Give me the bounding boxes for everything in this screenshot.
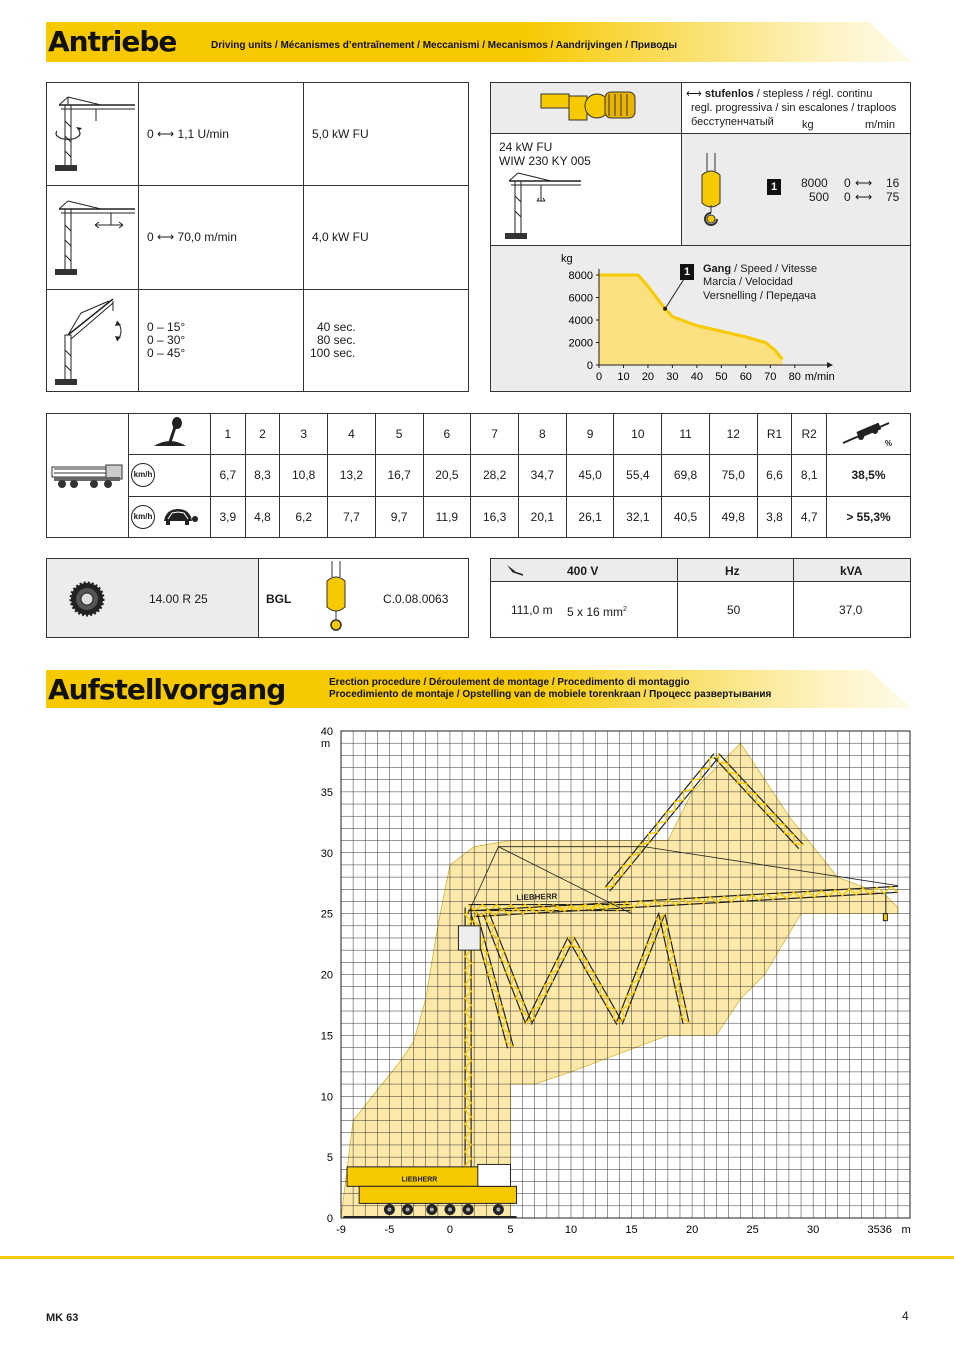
- chart-legend-line1: Gang / Speed / Vitesse: [703, 263, 818, 275]
- gear-header-6: 6: [423, 414, 471, 455]
- hook-block: [883, 914, 887, 921]
- hoist-row1-to: 16: [886, 176, 900, 190]
- y-axis-label: kg: [561, 253, 573, 265]
- hoist-unit-kg: kg: [802, 119, 814, 131]
- gear-header-12: 12: [709, 414, 757, 455]
- gear-header-9: 9: [566, 414, 614, 455]
- y-tick-label: 35: [320, 786, 333, 799]
- y-tick-label: 20: [320, 969, 333, 982]
- hoist-row2-to: 75: [886, 190, 900, 204]
- gear-header-5: 5: [375, 414, 423, 455]
- truck-wheel-hub: [430, 1207, 434, 1211]
- crawl-speed-4: 7,7: [328, 496, 376, 537]
- chart-legend-line3: Versnelling / Передача: [703, 290, 817, 302]
- truck-wheel-hub: [387, 1207, 391, 1211]
- x-tick-label: 40: [690, 371, 704, 383]
- tyre-size: 14.00 R 25: [149, 592, 208, 606]
- section-subtitle-drives: Driving units / Mécanismes d’entraînement / Meccanismi / Mecanismos / Aandrijvingen / Приводы: [211, 40, 678, 51]
- road-speed-9: 45,0: [566, 455, 614, 496]
- hoist-row2-from: 0: [844, 190, 851, 204]
- x-axis-label: m: [901, 1224, 911, 1236]
- gear-header-r2: R2: [792, 414, 827, 455]
- truck-wheel-hub: [466, 1207, 470, 1211]
- hoist-row2-kg: 500: [809, 190, 830, 204]
- road-gradeability: 38,5%: [827, 455, 911, 496]
- x-tick-label: 5: [507, 1224, 514, 1236]
- crawl-speed-2: 4,8: [245, 496, 280, 537]
- crawl-speed-r2: 4,7: [792, 496, 827, 537]
- y-tick-label: 30: [320, 847, 333, 860]
- hoist-motor-model: WIW 230 KY 005: [499, 154, 591, 168]
- mobile-crane-cell: [47, 414, 129, 538]
- crawl-speed-5: 9,7: [375, 496, 423, 537]
- voltage-header: 400 V: [567, 564, 599, 578]
- x-tick-label: 0: [595, 371, 603, 383]
- gear-header-r1: R1: [757, 414, 792, 455]
- x-tick-label: 10: [617, 371, 630, 383]
- road-speed-5: 16,7: [375, 455, 423, 496]
- crawl-gradeability: > 55,3%: [827, 496, 911, 537]
- road-speed-7: 28,2: [471, 455, 519, 496]
- drives-table: [46, 82, 469, 392]
- x-tick-label: 50: [715, 371, 728, 383]
- section-subtitle-erection-1: Erection procedure / Déroulement de montage / Procedimento di montaggio: [329, 677, 690, 688]
- trolley-speed: 0 ⟷ 70,0 m/min: [147, 230, 237, 244]
- gradeability-header: [827, 414, 911, 455]
- double-arrow-icon: ⟷: [686, 88, 705, 100]
- y-tick-label: 10: [320, 1091, 333, 1104]
- truck-wheel-hub: [448, 1207, 452, 1211]
- winch-icon: [539, 86, 639, 130]
- road-speed-2: 8,3: [245, 455, 280, 496]
- cable-spec: 5 x 16 $mm^2$: [567, 605, 627, 619]
- mobile-crane-icon: [50, 459, 126, 489]
- chart-legend-line2: Marcia / Velocidad: [703, 276, 793, 288]
- luffing-time-2: 80 sec.: [317, 333, 356, 347]
- x-axis-arrow: [827, 362, 833, 368]
- luffing-time-1: 40 sec.: [317, 320, 356, 334]
- percent-sign: %: [884, 439, 892, 449]
- trolley-power: 4,0 kW FU: [312, 230, 369, 244]
- gear-header-1: 1: [211, 414, 246, 455]
- y-tick-label: 25: [320, 908, 333, 921]
- road-speed-6: 20,5: [423, 455, 471, 496]
- gear-header-11: 11: [662, 414, 710, 455]
- hoist-crane-icon: [501, 171, 597, 241]
- x-tick-label: -9: [336, 1224, 346, 1236]
- x-tick-label: 80: [788, 371, 801, 383]
- crawl-speed-3: 6,2: [280, 496, 328, 537]
- crawl-speed-11: 40,5: [662, 496, 710, 537]
- gear-lever-cell: [129, 414, 211, 455]
- road-speed-label: [129, 455, 211, 496]
- turtle-icon: [158, 505, 198, 527]
- road-speed-3: 10,8: [280, 455, 328, 496]
- y-axis-label: m: [321, 738, 331, 750]
- road-speed-8: 34,7: [518, 455, 566, 496]
- x-tick-label: 60: [739, 371, 752, 383]
- x-tick-label: 30: [666, 371, 679, 383]
- slewing-speed: 0 ⟷ 1,1 U/min: [147, 127, 229, 141]
- hoist-row1-arrow: ⟷: [855, 176, 873, 190]
- hook-code: C.0.08.0063: [383, 592, 449, 606]
- plug-icon: [505, 563, 525, 577]
- crawl-speed-8: 20,1: [518, 496, 566, 537]
- truck-wheel-hub: [496, 1207, 500, 1211]
- luffing-angle-3: 0 – 45°: [147, 346, 186, 360]
- crawl-speed-12: 49,8: [709, 496, 757, 537]
- road-speed-10: 55,4: [614, 455, 662, 496]
- luffing-angle-2: 0 – 30°: [147, 333, 186, 347]
- chart-gear-badge: 1: [680, 264, 694, 280]
- power-supply-table: [490, 558, 911, 638]
- x-tick-label: 36: [879, 1224, 892, 1236]
- gear-lever-icon: [150, 416, 190, 450]
- hook-label: BGL: [266, 592, 292, 606]
- tyre-icon: [69, 581, 105, 617]
- erection-procedure-chart: [300, 720, 920, 1240]
- crane-brand-plate: LIEBHERR: [516, 891, 558, 903]
- truck-cab: [478, 1164, 511, 1186]
- gear-header-3: 3: [280, 414, 328, 455]
- y-tick-label: 0: [586, 360, 593, 372]
- luffing-time-3: 100 sec.: [310, 346, 356, 360]
- travel-speed-table: [46, 413, 911, 538]
- footer-page: 4: [902, 1309, 909, 1323]
- crawl-speed-label: [129, 496, 211, 537]
- kva-value: 37,0: [839, 603, 863, 617]
- section-subtitle-erection-2: Procedimiento de montaje / Opstelling van de mobiele torenkraan / Процесс развертывания: [329, 689, 772, 700]
- gear-header-7: 7: [471, 414, 519, 455]
- footer-rule: [0, 1256, 954, 1259]
- y-tick-label: 8000: [568, 270, 593, 282]
- gear-badge: 1: [767, 179, 781, 195]
- hoist-header-line1: ⟷ stufenlos / stepless / régl. continu: [686, 88, 873, 100]
- y-tick-label: 40: [320, 726, 333, 738]
- y-tick-label: 15: [320, 1030, 333, 1043]
- footer-model: MK 63: [46, 1312, 79, 1324]
- road-speed-1: 6,7: [211, 455, 246, 496]
- x-tick-label: 20: [641, 371, 655, 383]
- hoist-row1-kg: 8000: [801, 176, 828, 190]
- y-tick-label: 6000: [568, 292, 593, 305]
- luffing-crane-icon: [51, 295, 137, 387]
- truck-wheel-hub: [406, 1207, 410, 1211]
- crawl-speed-6: 11,9: [423, 496, 471, 537]
- hoist-motor-power: 24 kW FU: [499, 140, 553, 154]
- operator-cab: [458, 926, 480, 950]
- slewing-power: 5,0 kW FU: [312, 127, 369, 141]
- y-tick-label: 2000: [568, 337, 593, 350]
- speedometer-icon: km/h: [131, 463, 155, 487]
- gear-header-10: 10: [614, 414, 662, 455]
- y-tick-label: 5: [326, 1152, 333, 1165]
- gear-header-4: 4: [328, 414, 376, 455]
- crawl-speed-r1: 3,8: [757, 496, 792, 537]
- trolley-crane-icon: [51, 195, 137, 281]
- slewing-crane-icon: [51, 91, 137, 177]
- hoist-row1-from: 0: [844, 176, 851, 190]
- truck-chassis: [359, 1186, 516, 1203]
- y-tick-label: 4000: [568, 315, 593, 327]
- crawl-speed-1: 3,9: [211, 496, 246, 537]
- hz-header: Hz: [725, 564, 740, 578]
- x-tick-label: -5: [384, 1224, 395, 1236]
- x-tick-label: 70: [764, 371, 777, 383]
- load-curve-area: [599, 275, 783, 365]
- truck-brand-plate: LIEBHERR: [401, 1176, 438, 1184]
- road-speed-4: 13,2: [328, 455, 376, 496]
- cable-length: 111,0 m: [511, 603, 553, 617]
- x-axis-label: m/min: [804, 371, 835, 383]
- x-tick-label: 20: [685, 1224, 699, 1236]
- x-tick-label: 30: [807, 1224, 820, 1236]
- road-speed-r1: 6,6: [757, 455, 792, 496]
- tyre-hook-box: [46, 558, 469, 638]
- x-tick-label: 10: [564, 1224, 578, 1236]
- speedometer-icon: km/h: [131, 505, 155, 529]
- frequency-value: 50: [727, 603, 741, 617]
- legend-leader-dot: [663, 307, 667, 311]
- section-title-drives: Antriebe: [48, 25, 177, 58]
- hoist-table: [490, 82, 911, 392]
- hoist-unit-mmin: m/min: [865, 119, 895, 131]
- hook-icon: [321, 561, 351, 637]
- x-tick-label: 0: [446, 1224, 454, 1236]
- road-speed-11: 69,8: [662, 455, 710, 496]
- hoist-header-line3: бесступенчатый: [691, 116, 774, 128]
- x-tick-label: 25: [746, 1224, 759, 1236]
- hook-block-icon: [696, 153, 726, 233]
- crawl-speed-7: 16,3: [471, 496, 519, 537]
- kva-header: kVA: [840, 564, 863, 578]
- hoist-row2-arrow: ⟷: [855, 190, 873, 204]
- road-speed-12: 75,0: [709, 455, 757, 496]
- road-speed-r2: 8,1: [792, 455, 827, 496]
- x-tick-label: 15: [625, 1224, 638, 1236]
- y-tick-label: 0: [326, 1213, 333, 1225]
- gear-header-8: 8: [518, 414, 566, 455]
- crawl-speed-9: 26,1: [566, 496, 614, 537]
- x-tick-label: 35: [867, 1224, 880, 1236]
- hoist-header-line2: regl. progressiva / sin escalones / traploos: [691, 102, 897, 114]
- gear-header-2: 2: [245, 414, 280, 455]
- luffing-angle-1: 0 – 15°: [147, 320, 186, 334]
- crawl-speed-10: 32,1: [614, 496, 662, 537]
- section-title-erection: Aufstellvorgang: [48, 673, 286, 706]
